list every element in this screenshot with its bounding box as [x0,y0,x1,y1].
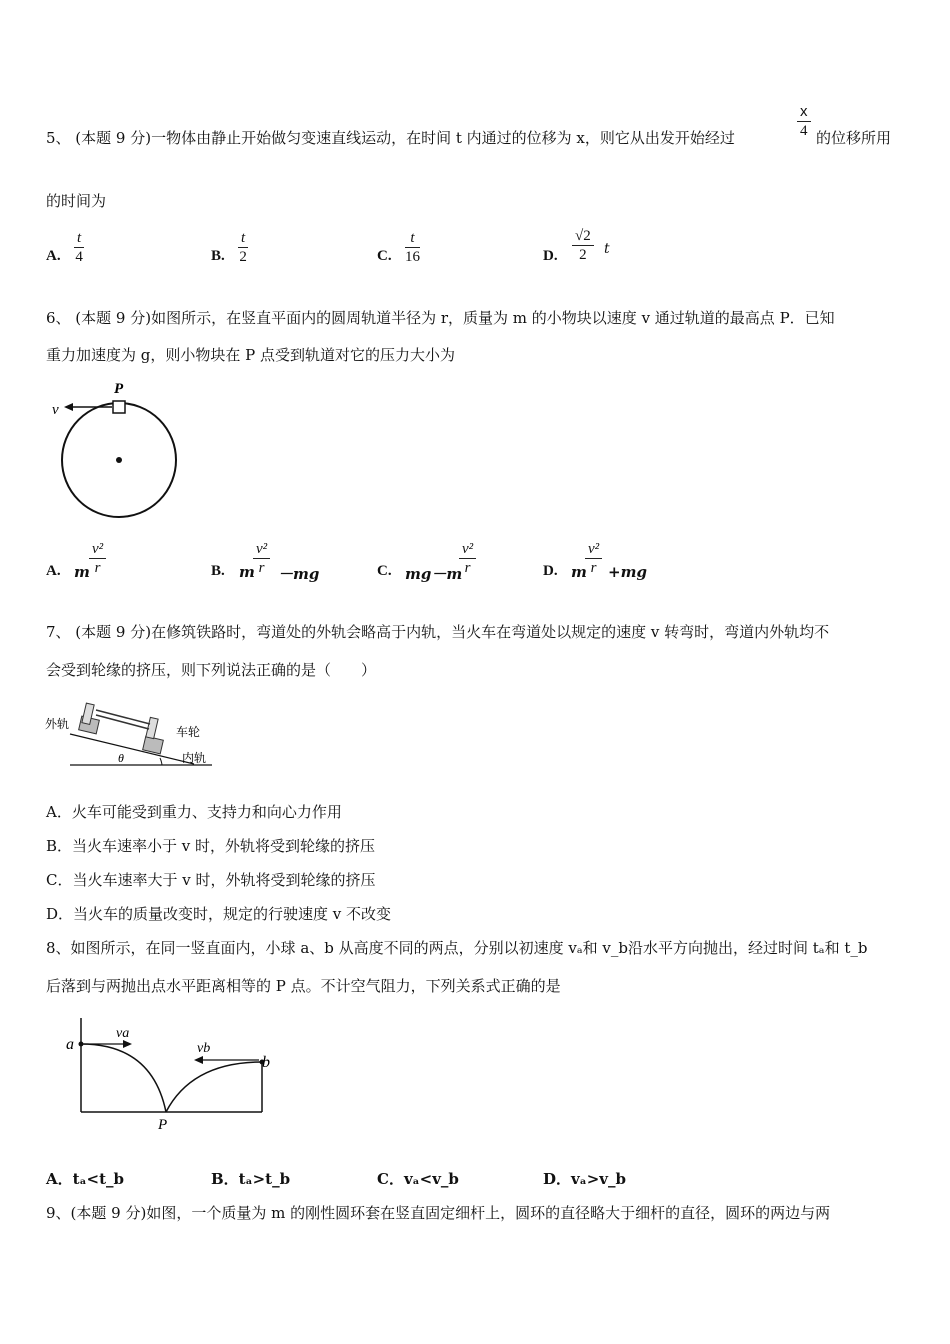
q8-label-b: b [262,1054,270,1071]
q6-option-c-label: C. [377,563,392,579]
q8-option-b: B．tₐ>t_b [211,1170,291,1188]
q8-projectile-figure [62,1012,277,1136]
q6-option-c-fraction [459,540,476,577]
q8-label-va: va [116,1026,130,1041]
q6-option-a-pre: m [74,563,90,581]
q5-option-a-den: 4 [75,249,83,265]
q8-label-p: P [158,1117,168,1133]
q6-line2: 重力加速度为 g，则小物块在 P 点受到轨道对它的压力大小为 [46,346,456,364]
q5-option-a-label: A. [46,248,61,264]
q6-velocity-label: v [52,402,59,418]
q6-line1: 6、 (本题 9 分)如图所示，在竖直平面内的圆周轨道半径为 r，质量为 m 的小物块以速度 v 通过轨道的最高点 P．已知 [46,309,835,327]
q8-point-a [79,1042,84,1047]
q5-frac-num: x [797,103,811,122]
q6-option-b-den: r [258,560,265,576]
q6-option-d-num: v² [585,540,602,559]
q5-option-d-suffix: t [604,241,610,257]
q5-option-d-num: √2 [572,227,594,246]
q5-option-d-den: 2 [579,247,587,263]
q8-option-a: A．tₐ<t_b [46,1170,125,1188]
q6-option-a-fraction [89,540,106,577]
q6-option-a-den: r [94,560,101,576]
q6-option-b-fraction [253,540,270,577]
q6-point-p-label: P [114,381,124,397]
q6-option-d-label: D. [543,563,558,579]
q5-option-c-den: 16 [405,249,420,265]
q5-option-c-fraction [405,229,420,266]
q9-line1: 9、(本题 9 分)如图，一个质量为 m 的刚性圆环套在竖直固定细杆上，圆环的直径略大于细杆的直径，圆环的两边与两 [46,1204,831,1222]
q5-frac-den: 4 [800,123,808,139]
q8-trajectory-a [81,1044,166,1112]
q6-option-d-fraction [585,540,602,577]
q7-option-a: A．火车可能受到重力、支持力和向心力作用 [46,803,342,821]
q7-theta-label: θ [118,751,124,765]
q6-option-b-post: －mg [278,565,320,583]
q7-option-d: D．当火车的质量改变时，规定的行驶速度 v 不改变 [46,905,392,923]
q5-option-b-num: t [238,229,248,248]
q6-option-a-num: v² [89,540,106,559]
q5-option-d-label: D. [543,248,558,264]
q7-outer-rail-label: 外轨 [45,717,70,731]
q5-option-b-den: 2 [239,249,247,265]
q8-line2: 后落到与两抛出点水平距离相等的 P 点。不计空气阻力，下列关系式正确的是 [46,977,561,995]
q8-label-a: a [66,1036,74,1053]
q6-block [113,401,125,413]
q6-option-d-post: +mg [608,563,647,581]
q6-option-c-num: v² [459,540,476,559]
q6-option-a-label: A. [46,563,61,579]
q5-option-a-fraction [74,229,84,266]
q7-inner-rail-label: 内轨 [182,751,207,765]
q7-wheel-label: 车轮 [176,725,201,739]
q5-line1: 5、 (本题 9 分)一物体由静止开始做匀变速直线运动，在时间 t 内通过的位移为 x，则它从出发开始经过 [46,129,735,147]
q5-line1-end: 的位移所用 [816,129,892,147]
q5-option-a-num: t [74,229,84,248]
q6-option-b-pre: m [239,563,255,581]
q8-trajectory-b [166,1062,262,1112]
q5-option-b-label: B. [211,248,225,264]
q5-option-c-label: C. [377,248,392,264]
q6-option-d-den: r [590,560,597,576]
q6-arrow-head [64,403,73,411]
q6-option-c-den: r [464,560,471,576]
q8-label-vb: vb [197,1041,211,1056]
q7-line1: 7、 (本题 9 分)在修筑铁路时，弯道处的外轨会略高于内轨，当火车在弯道处以规定的速度 v 转弯时，弯道内外轨均不 [46,623,830,641]
q6-center-dot [116,457,122,463]
q7-rail-figure [44,696,219,772]
q7-option-c: C．当火车速率大于 v 时，外轨将受到轮缘的挤压 [46,871,376,889]
q5-option-d-fraction [572,227,594,264]
q7-line2: 会受到轮缘的挤压，则下列说法正确的是（ ） [46,661,377,679]
q6-circular-track-figure [48,376,183,522]
q8-va-arrowhead [123,1040,132,1048]
q7-option-b: B．当火车速率小于 v 时，外轨将受到轮缘的挤压 [46,837,376,855]
q8-option-c: C．vₐ<v_b [377,1170,459,1188]
q6-option-d-pre: m [571,563,587,581]
q6-option-b-num: v² [253,540,270,559]
q5-option-c-num: t [405,229,420,248]
q6-option-b-label: B. [211,563,225,579]
q8-vb-arrowhead [194,1056,203,1064]
q5-fraction-x-over-4 [797,103,811,140]
q8-option-d: D．vₐ>v_b [543,1170,626,1188]
q5-line2: 的时间为 [46,192,107,210]
q8-line1: 8、如图所示，在同一竖直面内，小球 a、b 从高度不同的两点，分别以初速度 vₐ和 v_b沿水平方向抛出，经过时间 tₐ和 t_b [46,939,868,957]
q7-theta-arc [160,758,162,765]
q6-option-c-pre: mg－m [405,565,463,583]
q5-option-b-fraction [238,229,248,266]
